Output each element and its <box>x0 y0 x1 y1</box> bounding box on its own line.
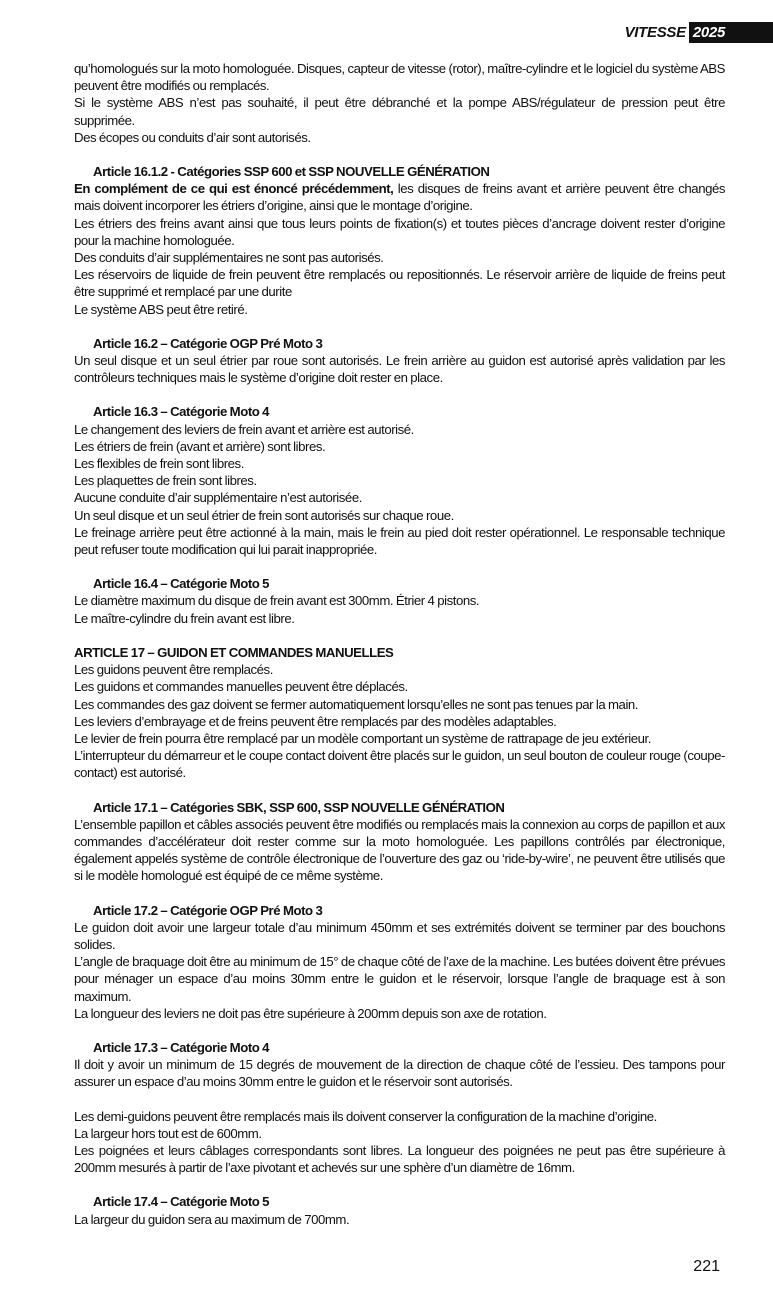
paragraph: La longueur des leviers ne doit pas être supérieure à 200mm depuis son axe de rotation. <box>74 1005 547 1021</box>
article-heading-17-3: Article 17.3 – Catégorie Moto 4 <box>93 1039 270 1055</box>
paragraph: Le diamètre maximum du disque de frein avant est 300mm. Étrier 4 pistons. <box>74 593 480 609</box>
paragraph: Les réservoirs de liquide de frein peuvent être remplacés ou repositionnés. Le réservoir arrière de liquide de freins peut être supprimé et remplacé par une durite <box>74 267 725 300</box>
article-heading-17-2: Article 17.2 – Catégorie OGP Pré Moto 3 <box>93 902 323 918</box>
bold-lead: En complément de ce qui est énoncé précédemment, <box>74 181 394 197</box>
paragraph: Un seul disque et un seul étrier de frein sont autorisés sur chaque roue. <box>74 507 454 523</box>
article-heading-16-2: Article 16.2 – Catégorie OGP Pré Moto 3 <box>93 335 323 351</box>
paragraph: Les poignées et leurs câblages correspondants sont libres. La longueur des poignées ne peut pas être supérieure à 200mm mesurés à partir de l’axe pivotant et achevés sur une sphère d’un diamètre de 16mm. <box>74 1142 725 1176</box>
paragraph: Des conduits d’air supplémentaires ne sont pas autorisés. <box>74 250 384 266</box>
header-title: VITESSE <box>624 24 686 41</box>
paragraph: La largeur hors tout est de 600mm. <box>74 1125 262 1141</box>
article-heading-17-1: Article 17.1 – Catégories SBK, SSP 600, SSP NOUVELLE GÉNÉRATION <box>93 799 505 815</box>
paragraph: Il doit y avoir un minimum de 15 degrés de mouvement de la direction de chaque côté de l’essieu. Des tampons pour assurer un espace d’au moins 30mm entre le guidon et le réservoir sont autorisés. <box>74 1057 725 1090</box>
page-body <box>74 60 725 1228</box>
paragraph: Aucune conduite d’air supplémentaire n’est autorisée. <box>74 490 362 506</box>
article-heading-16-4: Article 16.4 – Catégorie Moto 5 <box>93 576 270 592</box>
paragraph: L’interrupteur du démarreur et le coupe contact doivent être placés sur le guidon, un seul bouton de couleur rouge (coupe-contact) est autorisé. <box>74 748 725 781</box>
paragraph: Le guidon doit avoir une largeur totale d’au minimum 450mm et ses extrémités doivent se terminer par des bouchons solides. <box>74 919 725 952</box>
paragraph: Si le système ABS n’est pas souhaité, il peut être débranché et la pompe ABS/régulateur de pression peut être supprimée. <box>74 95 725 128</box>
paragraph: L’angle de braquage doit être au minimum de 15° de chaque côté de l’axe de la machine. Les butées doivent être prévues pour ménager un espace d’au moins 30mm entre le guidon et le réservoir, lorsque l’angle de braquage est à son maximum. <box>74 954 725 1004</box>
running-header <box>625 22 773 43</box>
paragraph: Le maître-cylindre du frein avant est libre. <box>74 610 295 626</box>
paragraph: L’ensemble papillon et câbles associés peuvent être modifiés ou remplacés mais la connexion au corps de papillon et aux commandes d’accélérateur doit rester comme sur la moto homologuée. Les papillons contrôlés par électronique, également appelés système de contrôle électronique de l’ouverture des gaz ou ‘ride-by-wire’, ne peuvent être utilisés que si le modèle homologué est équipé de ce même système. <box>74 816 725 884</box>
paragraph-rest: les disques de freins avant et arrière peuvent être changés mais doivent incorporer les étriers d’origine, ainsi que le montage d’origine. <box>74 181 725 214</box>
header-year-badge: 2025 <box>689 22 773 43</box>
article-heading-17: ARTICLE 17 – GUIDON ET COMMANDES MANUELLES <box>74 644 394 660</box>
article-heading-16-3: Article 16.3 – Catégorie Moto 4 <box>93 404 270 420</box>
paragraph: Les commandes des gaz doivent se fermer automatiquement lorsqu’elles ne sont pas tenues par la main. <box>74 696 639 712</box>
paragraph: Les étriers des freins avant ainsi que tous leurs points de fixation(s) et toutes pièces d’ancrage doivent rester d’origine pour la machine homologuée. <box>74 215 725 248</box>
paragraph: Un seul disque et un seul étrier par roue sont autorisés. Le frein arrière au guidon est autorisé après validation par les contrôleurs techniques mais le système d’origine doit rester en place. <box>74 353 725 386</box>
paragraph: Les leviers d’embrayage et de freins peuvent être remplacés par des modèles adaptables. <box>74 713 557 729</box>
paragraph: Les étriers de frein (avant et arrière) sont libres. <box>74 438 326 454</box>
article-heading-17-4: Article 17.4 – Catégorie Moto 5 <box>93 1194 270 1210</box>
article-heading-16-1-2: Article 16.1.2 - Catégories SSP 600 et SSP NOUVELLE GÉNÉRATION <box>93 164 490 180</box>
paragraph: Le freinage arrière peut être actionné à la main, mais le frein au pied doit rester opérationnel. Le responsable technique peut refuser toute modification qui lui parait inappropriée. <box>74 524 725 558</box>
paragraph: Le système ABS peut être retiré. <box>74 301 248 317</box>
paragraph: Les guidons et commandes manuelles peuvent être déplacés. <box>74 679 408 695</box>
paragraph: Le levier de frein pourra être remplacé par un modèle comportant un système de rattrapage de jeu extérieur. <box>74 730 651 746</box>
paragraph: Les flexibles de frein sont libres. <box>74 456 244 472</box>
page-number: 221 <box>693 1258 720 1275</box>
paragraph: Les plaquettes de frein sont libres. <box>74 473 257 489</box>
paragraph: Les guidons peuvent être remplacés. <box>74 662 273 678</box>
paragraph <box>74 180 725 214</box>
paragraph: qu’homologués sur la moto homologuée. Disques, capteur de vitesse (rotor), maître-cylindre et le logiciel du système ABS peuvent être modifiés ou remplacés. <box>74 61 725 94</box>
paragraph: Le changement des leviers de frein avant et arrière est autorisé. <box>74 421 414 437</box>
paragraph: Les demi-guidons peuvent être remplacés mais ils doivent conserver la configuration de la machine d’origine. <box>74 1108 657 1124</box>
paragraph: La largeur du guidon sera au maximum de 700mm. <box>74 1211 350 1227</box>
paragraph: Des écopes ou conduits d’air sont autorisés. <box>74 129 311 145</box>
